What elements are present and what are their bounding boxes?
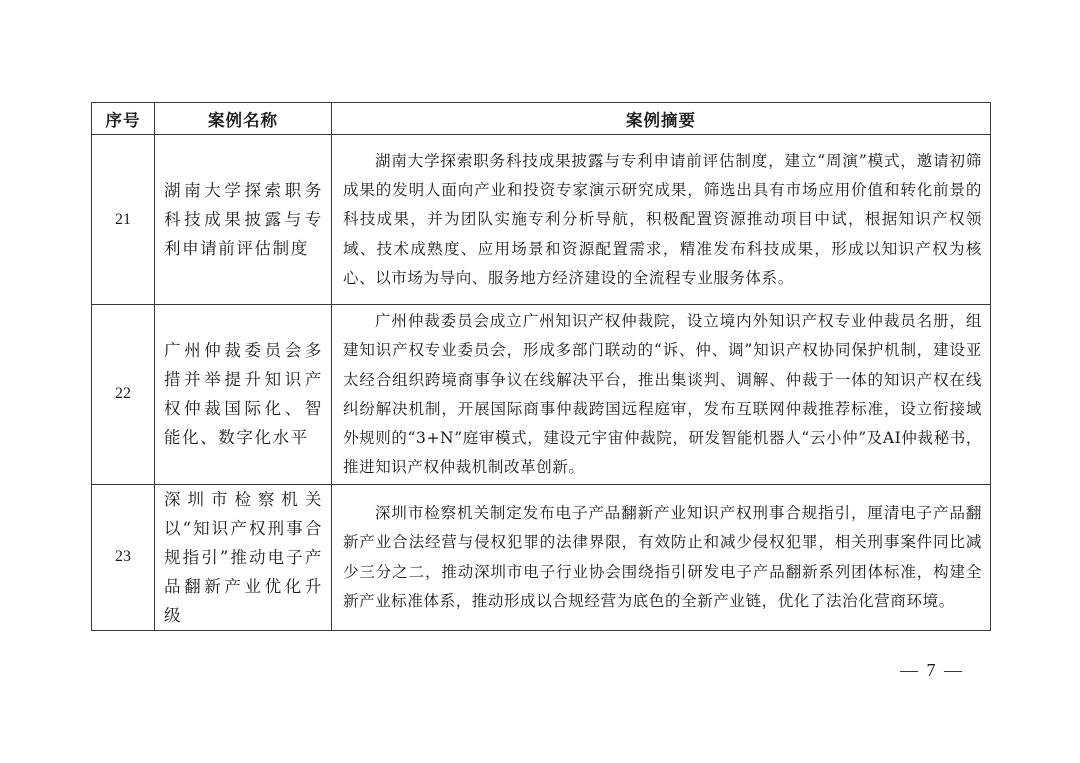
table-header-row xyxy=(92,103,991,135)
row-case-name: 广州仲裁委员会多措并举提升知识产权仲裁国际化、智能化、数字化水平 xyxy=(155,305,332,485)
row-case-name: 深圳市检察机关以“知识产权刑事合规指引”推动电子产品翻新产业优化升级 xyxy=(155,484,332,630)
row-case-summary: 广州仲裁委员会成立广州知识产权仲裁院，设立境内外知识产权专业仲裁员名册，组建知识产权专业委员会，形成多部门联动的“诉、仲、调”知识产权协同保护机制，建设亚太经合组织跨境商事争议在线解决平台，推出集谈判、调解、仲裁于一体的知识产权在线纠纷解决机制，开展国际商事仲裁跨国远程庭审，发布互联网仲裁推荐标准，设立衔接域外规则的“3+N”庭审模式，建设元宇宙仲裁院，研发智能机器人“云小仲”及AI仲裁秘书，推进知识产权仲裁机制改革创新。 xyxy=(332,305,991,485)
table-row xyxy=(92,484,991,630)
case-table xyxy=(91,102,991,631)
header-serial-number: 序号 xyxy=(92,103,155,135)
table-row xyxy=(92,305,991,485)
header-case-summary: 案例摘要 xyxy=(332,103,991,135)
row-serial-number: 22 xyxy=(92,305,155,485)
row-case-summary: 湖南大学探索职务科技成果披露与专利申请前评估制度，建立“周演”模式，邀请初筛成果的发明人面向产业和投资专家演示研究成果，筛选出具有市场应用价值和转化前景的科技成果，并为团队实施专利分析导航，积极配置资源推动项目中试，根据知识产权领域、技术成熟度、应用场景和资源配置需求，精准发布科技成果，形成以知识产权为核心、以市场为导向、服务地方经济建设的全流程专业服务体系。 xyxy=(332,135,991,305)
table-row xyxy=(92,135,991,305)
row-serial-number: 21 xyxy=(92,135,155,305)
row-serial-number: 23 xyxy=(92,484,155,630)
page-number: — 7 — xyxy=(900,660,964,680)
row-case-name: 湖南大学探索职务科技成果披露与专利申请前评估制度 xyxy=(155,135,332,305)
header-case-name: 案例名称 xyxy=(155,103,332,135)
row-case-summary: 深圳市检察机关制定发布电子产品翻新产业知识产权刑事合规指引，厘清电子产品翻新产业合法经营与侵权犯罪的法律界限，有效防止和减少侵权犯罪，相关刑事案件同比减少三分之二，推动深圳市电子行业协会围绕指引研发电子产品翻新系列团体标准，构建全新产业标准体系，推动形成以合规经营为底色的全新产业链，优化了法治化营商环境。 xyxy=(332,484,991,630)
